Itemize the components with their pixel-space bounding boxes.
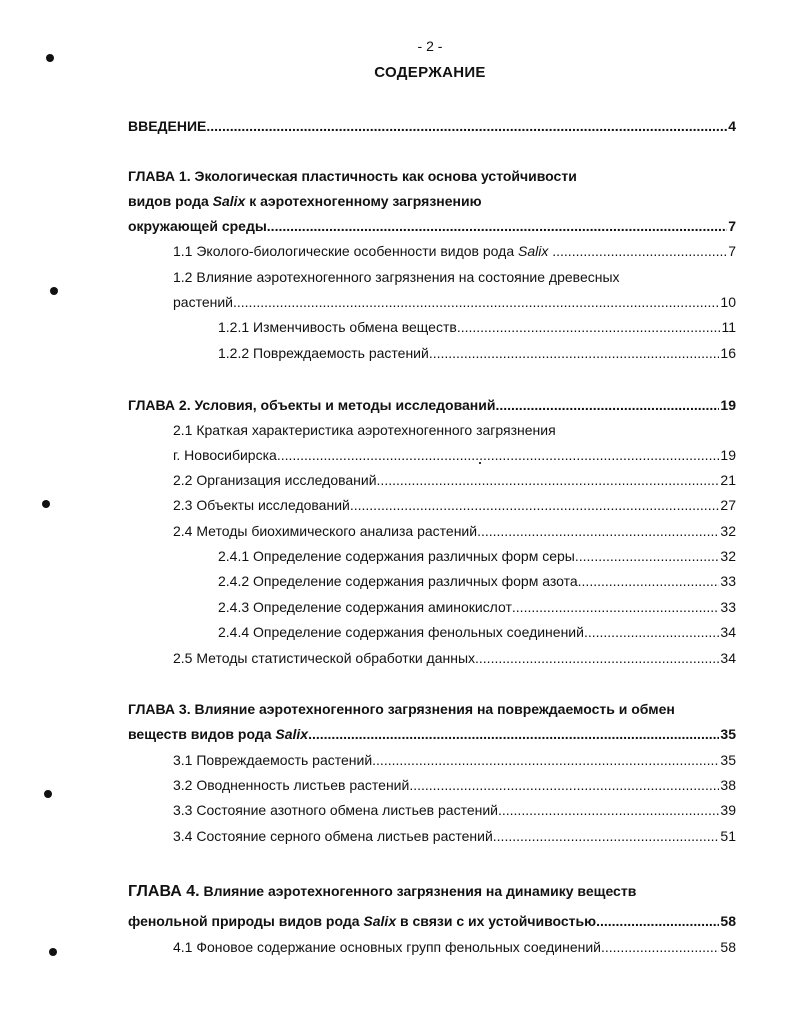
binding-hole-mark — [42, 500, 50, 508]
toc-page-number: 38 — [720, 777, 736, 793]
leader-dots — [498, 801, 719, 819]
toc-page-number: 7 — [728, 218, 736, 234]
leader-dots — [267, 217, 727, 235]
toc-entry-3-2: 3.2 Оводненность листьев растений ..... 38 — [173, 776, 736, 794]
leader-dots — [350, 496, 720, 514]
page-title: СОДЕРЖАНИЕ — [374, 64, 486, 81]
leader-dots — [233, 293, 719, 311]
toc-chapter-4-line-2: фенольной природы видов рода Salix в связи с их устойчивостью ..... 58 — [128, 912, 736, 930]
toc-entry-1-1: 1.1 Эколого-биологические особенности видов рода Salix ... ..... 7 — [173, 242, 736, 260]
toc-entry-2-4: 2.4 Методы биохимического анализа растений ..... 32 — [173, 522, 736, 540]
toc-page-number: 32 — [720, 523, 736, 539]
leader-dots — [477, 522, 719, 540]
toc-page-number: 16 — [720, 345, 736, 361]
toc-entry-3-3: 3.3 Состояние азотного обмена листьев растений ..... 39 — [173, 801, 736, 819]
binding-hole-mark — [50, 287, 58, 295]
toc-chapter-1-line-3: окружающей среды ..... 7 — [128, 217, 736, 235]
leader-dots — [493, 827, 720, 845]
toc-chapter-1-line-2: видов рода Salix к аэротехногенному загрязнению — [128, 193, 482, 209]
toc-page-number: 10 — [720, 294, 736, 310]
leader-dots — [429, 344, 720, 362]
toc-entry-1-2-line-2: растений ..... 10 — [173, 293, 736, 311]
toc-page-number: 35 — [720, 752, 736, 768]
toc-entry-4-1: 4.1 Фоновое содержание основных групп фенольных соединений ..... 58 — [173, 938, 736, 956]
binding-hole-mark — [49, 948, 57, 956]
toc-entry-2-1-line-1: 2.1 Краткая характеристика аэротехногенного загрязнения — [173, 422, 556, 438]
toc-page-number: 34 — [720, 624, 736, 640]
leader-dots — [457, 318, 721, 336]
leader-dots — [578, 572, 720, 590]
leader-dots — [377, 471, 720, 489]
toc-page-number: 4 — [728, 118, 736, 134]
toc-entry-1-2-line-1: 1.2 Влияние аэротехногенного загрязнения на состояние древесных — [173, 269, 620, 285]
toc-page-number: 19 — [720, 397, 736, 413]
binding-hole-mark — [44, 790, 52, 798]
page-number: - 2 - — [417, 38, 443, 54]
toc-page-number: 11 — [721, 319, 736, 335]
toc-entry-2-4-3: 2.4.3 Определение содержания аминокислот ..... 33 — [218, 598, 736, 616]
leader-dots — [206, 117, 727, 135]
toc-page-number: 35 — [720, 726, 736, 742]
toc-page-number: 33 — [720, 599, 736, 615]
toc-page-number: 19 — [720, 447, 736, 463]
toc-entry-2-5: 2.5 Методы статистической обработки данных ..... 34 — [173, 649, 736, 667]
leader-dots — [475, 649, 719, 667]
toc-page-number: 27 — [720, 497, 736, 513]
leader-dots — [564, 242, 727, 260]
toc-entry-1-2-2: 1.2.2 Повреждаемость растений ..... 16 — [218, 344, 736, 362]
toc-entry-2-4-2: 2.4.2 Определение содержания различных форм азота ..... 33 — [218, 572, 736, 590]
leader-dots — [495, 396, 719, 414]
toc-entry-2-4-4: 2.4.4 Определение содержания фенольных соединений ..... 34 — [218, 623, 736, 641]
toc-entry-1-2-1: 1.2.1 Изменчивость обмена веществ ..... 11 — [218, 318, 736, 336]
leader-dots — [277, 446, 720, 464]
toc-entry-title: ВВЕДЕНИЕ — [128, 118, 207, 134]
toc-page-number: 39 — [720, 802, 736, 818]
leader-dots — [575, 547, 720, 565]
toc-page-number: 58 — [720, 939, 736, 955]
toc-entry-intro — [128, 117, 736, 135]
leader-dots — [372, 751, 719, 769]
leader-dots — [512, 598, 720, 616]
toc-chapter-1-line-1: ГЛАВА 1. Экологическая пластичность как основа устойчивости — [128, 168, 577, 184]
toc-entry-2-3: 2.3 Объекты исследований ..... 27 — [173, 496, 736, 514]
leader-dots — [601, 938, 719, 956]
toc-chapter-2: ГЛАВА 2. Условия, объекты и методы исследований ..... 19 — [128, 396, 736, 414]
toc-page-number: 51 — [720, 828, 736, 844]
toc-chapter-4-line-1: ГЛАВА 4. Влияние аэротехногенного загрязнения на динамику веществ — [128, 883, 637, 900]
toc-page-number: 34 — [720, 650, 736, 666]
leader-dots — [308, 725, 719, 743]
binding-hole-mark — [46, 54, 54, 62]
scan-speck — [479, 462, 481, 464]
toc-page-number: 33 — [720, 573, 736, 589]
leader-dots — [409, 776, 719, 794]
toc-entry-2-1-line-2: г. Новосибирска ..... 19 — [173, 446, 736, 464]
toc-entry-2-2: 2.2 Организация исследований ..... 21 — [173, 471, 736, 489]
toc-chapter-3-line-1: ГЛАВА 3. Влияние аэротехногенного загрязнения на повреждаемость и обмен — [128, 701, 675, 717]
toc-page-number: 32 — [720, 548, 736, 564]
leader-dots — [584, 623, 719, 641]
toc-entry-3-1: 3.1 Повреждаемость растений ..... 35 — [173, 751, 736, 769]
toc-chapter-3-line-2: веществ видов рода Salix ..... 35 — [128, 725, 736, 743]
toc-entry-2-4-1: 2.4.1 Определение содержания различных форм серы ..... 32 — [218, 547, 736, 565]
toc-page-number: 21 — [720, 472, 736, 488]
toc-entry-3-4: 3.4 Состояние серного обмена листьев растений ..... 51 — [173, 827, 736, 845]
leader-dots — [596, 912, 719, 930]
toc-page-number: 58 — [720, 913, 736, 929]
toc-page-number: 7 — [728, 243, 736, 259]
